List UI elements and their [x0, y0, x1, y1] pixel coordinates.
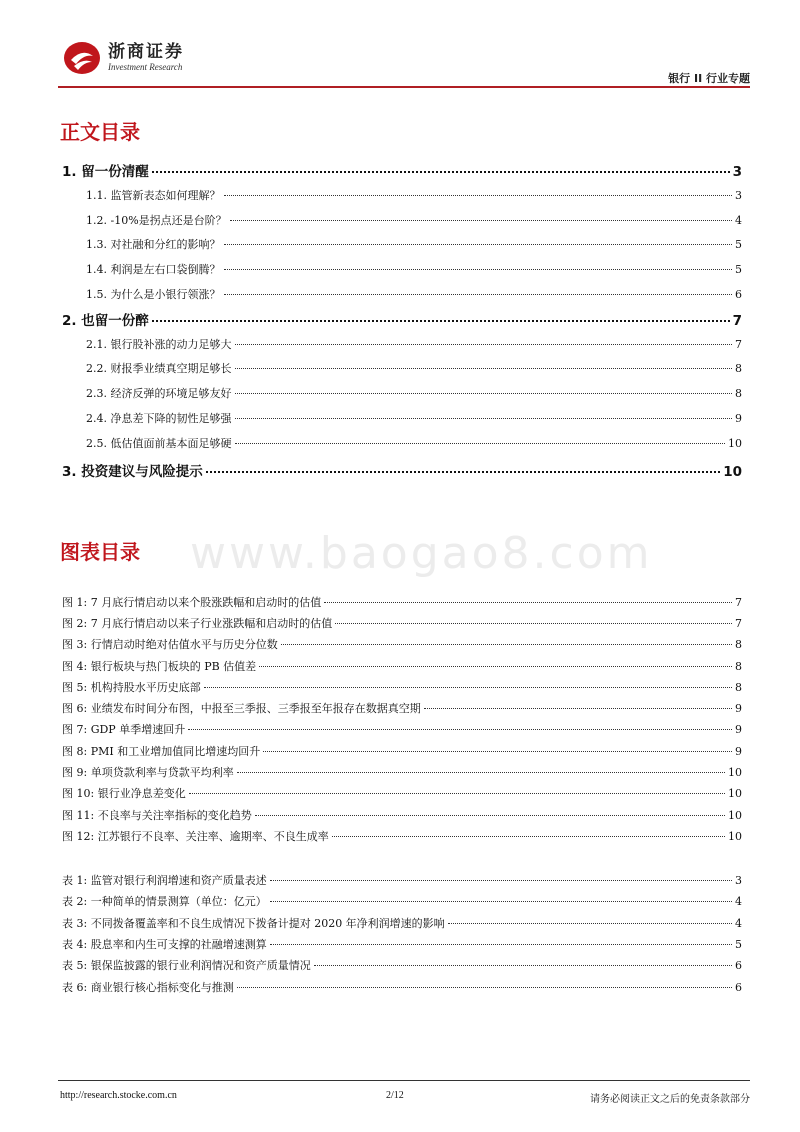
figure-item[interactable]: 图 10: 银行业净息差变化 10 [62, 787, 742, 800]
header-divider [58, 86, 750, 88]
table-item[interactable]: 表 6: 商业银行核心指标变化与推测 6 [62, 981, 742, 994]
footer-url[interactable]: http://research.stocke.com.cn [60, 1090, 177, 1101]
toc-item[interactable]: 3. 投资建议与风险提示 10 [62, 464, 742, 480]
footer-divider [58, 1080, 750, 1081]
logo-text [108, 42, 184, 73]
table-item[interactable]: 表 2: 一种简单的情景测算（单位：亿元） 4 [62, 895, 742, 908]
toc-item[interactable]: 2.4. 净息差下降的韧性足够强 9 [86, 412, 742, 425]
toc-item[interactable]: 1.2. -10%是拐点还是台阶？ 4 [86, 214, 742, 227]
table-item[interactable]: 表 4: 股息率和内生可支撑的社融增速测算 5 [62, 938, 742, 951]
logo-english-name: Investment Research [108, 62, 183, 72]
figure-item[interactable]: 图 5: 机构持股水平历史底部 8 [62, 681, 742, 694]
watermark: www.baogao8.com [190, 528, 653, 579]
toc-item[interactable]: 2.1. 银行股补涨的动力足够大 7 [86, 338, 742, 351]
toc-title: 正文目录 [60, 120, 140, 144]
figure-item[interactable]: 图 2: 7 月底行情启动以来子行业涨跌幅和启动时的估值 7 [62, 617, 742, 630]
logo-chinese-name: 浙商证券 [108, 42, 184, 62]
table-item[interactable]: 表 3: 不同拨备覆盖率和不良生成情况下拨备计提对 2020 年净利润增速的影响 4 [62, 917, 742, 930]
toc-item[interactable]: 1.1. 监管新表态如何理解？ 3 [86, 189, 742, 202]
toc-item[interactable]: 1.3. 对社融和分红的影响？ 5 [86, 238, 742, 251]
toc-item[interactable]: 1.4. 利润是左右口袋倒腾？ 5 [86, 263, 742, 276]
figure-item[interactable]: 图 6: 业绩发布时间分布图，中报至三季报、三季报至年报存在数据真空期 9 [62, 702, 742, 715]
figures-title: 图表目录 [60, 540, 140, 564]
table-item[interactable]: 表 1: 监管对银行利润增速和资产质量表述 3 [62, 874, 742, 887]
figure-item[interactable]: 图 7: GDP 单季增速回升 9 [62, 723, 742, 736]
toc-item[interactable]: 2.5. 低估值面前基本面足够硬 10 [86, 437, 742, 450]
toc-item[interactable]: 2.2. 财报季业绩真空期足够长 8 [86, 362, 742, 375]
table-item[interactable]: 表 5: 银保监披露的银行业利润情况和资产质量情况 6 [62, 959, 742, 972]
page-number: 2/12 [386, 1090, 404, 1101]
disclaimer-note: 请务必阅读正文之后的免责条款部分 [590, 1094, 750, 1105]
toc-item[interactable]: 2.3. 经济反弹的环境足够友好 8 [86, 387, 742, 400]
figure-item[interactable]: 图 9: 单项贷款利率与贷款平均利率 10 [62, 766, 742, 779]
figure-item[interactable]: 图 12: 江苏银行不良率、关注率、逾期率、不良生成率 10 [62, 830, 742, 843]
report-category: 银行 II 行业专题 [668, 72, 750, 85]
figure-item[interactable]: 图 3: 行情启动时绝对估值水平与历史分位数 8 [62, 638, 742, 651]
company-logo [62, 40, 102, 76]
figure-item[interactable]: 图 4: 银行板块与热门板块的 PB 估值差 8 [62, 660, 742, 673]
toc-item[interactable]: 2. 也留一份醉 7 [62, 313, 742, 329]
toc-item[interactable]: 1. 留一份清醒 3 [62, 164, 742, 180]
figure-item[interactable]: 图 8: PMI 和工业增加值同比增速均回升 9 [62, 745, 742, 758]
figure-item[interactable]: 图 1: 7 月底行情启动以来个股涨跌幅和启动时的估值 7 [62, 596, 742, 609]
toc-item[interactable]: 1.5. 为什么是小银行领涨？ 6 [86, 288, 742, 301]
figure-item[interactable]: 图 11: 不良率与关注率指标的变化趋势 10 [62, 809, 742, 822]
